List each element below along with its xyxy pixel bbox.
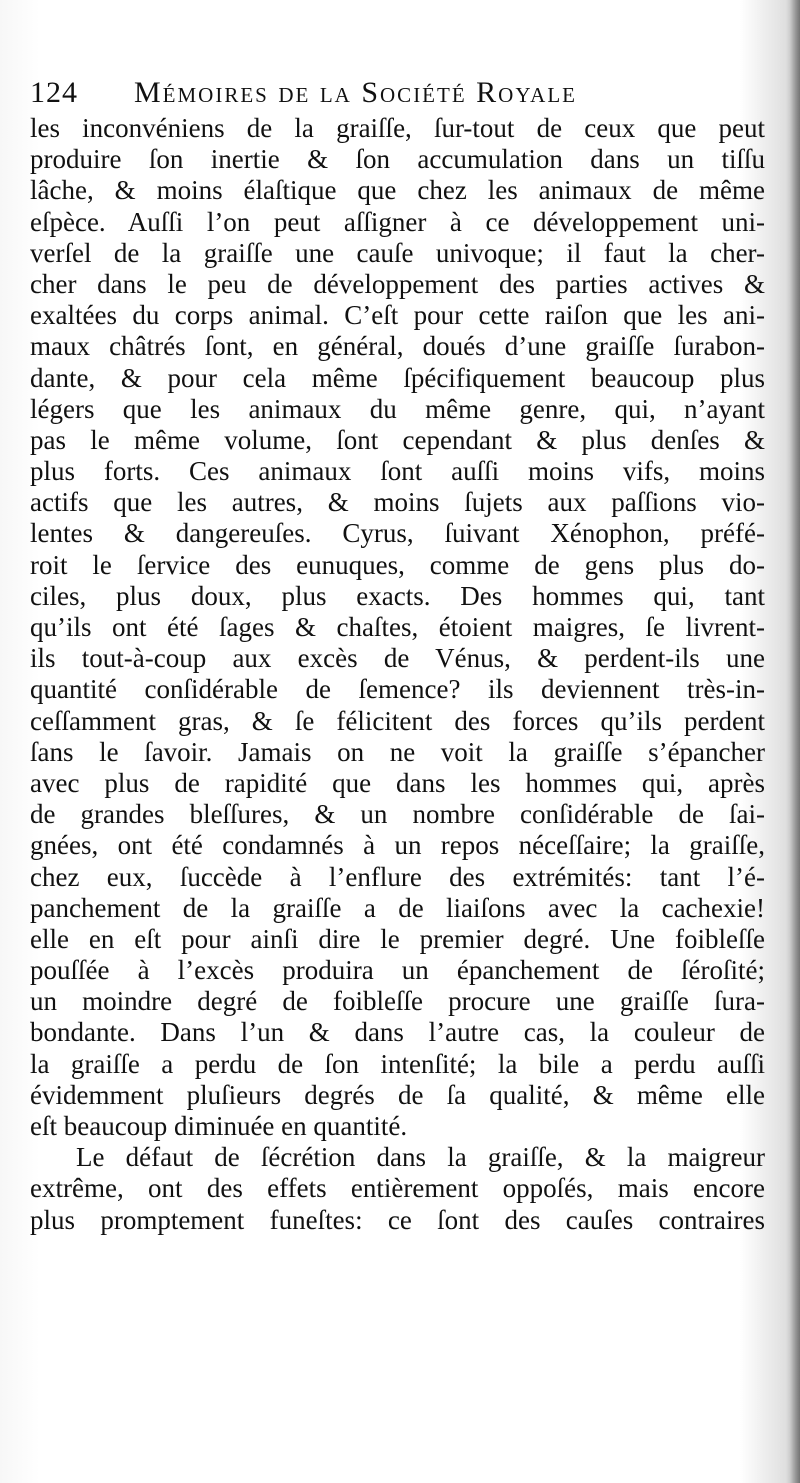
text-line: évidemment pluſieurs degrés de ſa qualité, & même elle [30,1079,765,1110]
text-line: chez eux, ſuccède à l’enflure des extrémités: tant l’é- [30,861,765,892]
text-line: légers que les animaux du même genre, qui, n’ayant [30,393,765,424]
text-line: ceſſamment gras, & ſe félicitent des forces qu’ils perdent [30,705,765,736]
text-line: ciles, plus doux, plus exacts. Des hommes qui, tant [30,580,765,611]
text-line: pas le même volume, ſont cependant & plus denſes & [30,424,765,455]
text-line: verſel de la graiſſe une cauſe univoque; il faut la cher- [30,237,765,268]
text-line: bondante. Dans l’un & dans l’autre cas, la couleur de [30,1017,765,1048]
text-line: actifs que les autres, & moins ſujets aux paſſions vio- [30,487,765,518]
paragraph-end-line: eſt beaucoup diminuée en quantité. [30,1111,408,1141]
text-line: exaltées du corps animal. C’eſt pour cette raiſon que les ani- [30,300,765,331]
text-line: quantité conſidérable de ſemence? ils deviennent très-in- [30,674,765,705]
running-title: Mémoires de la Société Royale [134,76,578,109]
text-line: panchement de la graiſſe a de liaiſons avec la cachexie! [30,892,765,923]
page-gutter-shadow [786,0,800,1483]
text-line: cher dans le peu de développement des parties actives & [30,268,765,299]
text-line: gnées, ont été condamnés à un repos néceſſaire; la graiſſe, [30,830,765,861]
text-line: extrême, ont des effets entièrement oppoſés, mais encore [30,1173,765,1204]
text-line: roit le ſervice des eunuques, comme de gens plus do- [30,549,765,580]
running-header [30,76,710,116]
text-line: pouſſée à l’excès produira un épanchement de ſéroſité; [30,955,765,986]
text-line: qu’ils ont été ſages & chaſtes, étoient maigres, ſe livrent- [30,612,765,642]
body-text [30,113,765,1236]
text-line: dante, & pour cela même ſpécifiquement beaucoup plus [30,362,765,393]
text-line: la graiſſe a perdu de ſon intenſité; la bile a perdu auſſi [30,1048,765,1079]
text-line: un moindre degré de foibleſſe procure une graiſſe ſura- [30,986,765,1017]
text-line: eſpèce. Auſſi l’on peut aſſigner à ce développement uni- [30,206,765,237]
text-line: lâche, & moins élaſtique que chez les animaux de même [30,175,765,206]
text-line: elle en eſt pour ainſi dire le premier degré. Une foibleſſe [30,923,765,954]
text-line: plus promptement funeſtes: ce ſont des cauſes contraires [30,1204,765,1235]
text-line: ſans le ſavoir. Jamais on ne voit la graiſſe s’épancher [30,736,765,767]
text-line: les inconvéniens de la graiſſe, ſur-tout de ceux que peut [30,113,765,143]
text-line: ils tout-à-coup aux excès de Vénus, & perdent-ils une [30,643,765,674]
text-line: produire ſon inertie & ſon accumulation dans un tiſſu [30,144,765,175]
text-line: lentes & dangereuſes. Cyrus, ſuivant Xénophon, préfé- [30,518,765,549]
paragraph-start-line: Le défaut de ſécrétion dans la graiſſe, & la maigreur [76,1142,765,1173]
text-line: de grandes bleſſures, & un nombre conſidérable de ſai- [30,799,765,830]
page-number: 124 [30,76,78,109]
text-line: plus forts. Ces animaux ſont auſſi moins vifs, moins [30,456,765,487]
text-line: avec plus de rapidité que dans les hommes qui, après [30,767,765,798]
text-line: maux châtrés ſont, en général, doués d’une graiſſe ſurabon- [30,331,765,362]
